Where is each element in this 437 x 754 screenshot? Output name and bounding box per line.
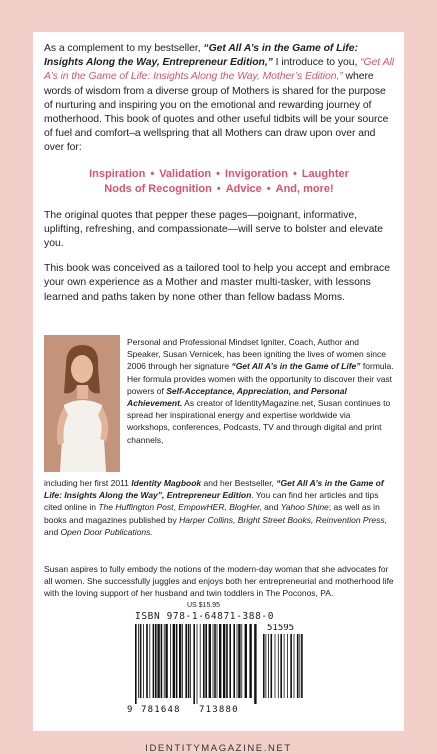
barcode-bar [237, 624, 238, 698]
barcode-bar [165, 624, 167, 698]
addon-bar [271, 634, 273, 698]
bullet-separator: • [266, 183, 271, 196]
addon-bar [278, 634, 279, 698]
barcode-bar [190, 624, 191, 698]
addon-bar [287, 634, 288, 698]
ean-left-digits: 781648 [141, 705, 181, 715]
bio-span: . You can find her articles and tips cited online in [44, 490, 379, 513]
bio-text-top [127, 336, 394, 446]
addon-bar [294, 634, 295, 698]
barcode-bar [146, 624, 148, 698]
barcode-bar [241, 624, 242, 698]
barcode-bar [182, 624, 183, 698]
barcode-bar [193, 624, 195, 704]
barcode-bar [185, 624, 187, 698]
barcode-bar [143, 624, 144, 698]
isbn-number [135, 611, 299, 622]
barcode-graphic [127, 624, 310, 719]
barcode-bar [200, 624, 201, 698]
bio-span: Identity Magbook [131, 478, 202, 488]
cover-text [44, 42, 394, 599]
barcode-bar [213, 624, 214, 698]
barcode-bar [197, 624, 198, 704]
barcode-bar [157, 624, 159, 698]
bullet-separator: • [216, 167, 221, 180]
bio-span: Personal and Professional Mindset Igniter, Coach, Author and Speaker, Susan Vernicek, has been igniting the lives of women since 2006 through her signature [127, 337, 386, 372]
barcode-bar [170, 624, 171, 698]
mothers-edition-title: “Get All A’s in the Game of Life: Insights Along the Way, Mother’s Edition,” [44, 57, 394, 83]
bio-span: and [44, 526, 61, 537]
intro-paragraph [44, 42, 394, 156]
barcode-bar [245, 624, 247, 698]
addon-bar [275, 634, 276, 698]
intro-text-1: As a complement to my bestseller, [44, 43, 204, 54]
barcode-bar [149, 624, 150, 698]
keyword: Advice [225, 183, 262, 196]
closing-paragraph: Susan aspires to fully embody the notions of the modern-day woman that she advocates for all women. She successfully juggles and enjoys both her entrepreneurial and motherhood life with the loving support of her husband and twin toddlers in The Poconos, PA. [44, 564, 394, 599]
bio-span: ; as well as in books and magazines published by [44, 502, 380, 525]
bio-span: “Get All A’s in the Game of Life” [231, 361, 361, 372]
addon-bar [299, 634, 300, 698]
addon-digits: 51595 [267, 624, 295, 633]
keyword: Inspiration [89, 167, 146, 180]
barcode-bar [254, 624, 256, 704]
bio-span: Open Door Publications. [60, 526, 153, 537]
barcode-bar [214, 624, 216, 698]
barcode-bar [229, 624, 231, 698]
barcode-bar [164, 624, 165, 698]
barcode-bar [138, 624, 139, 698]
ean-right-digits: 713880 [199, 705, 239, 715]
barcode-bar [217, 624, 218, 698]
back-cover-panel [33, 32, 404, 754]
bio-span: Harper Collins, Bright Street Books, Reinvention Press, [179, 514, 388, 525]
author-photo [44, 335, 120, 472]
barcode-bar [219, 624, 221, 698]
barcode-bar [173, 624, 175, 698]
addon-bar [290, 634, 292, 698]
bio-span: formula. Her formula provides women with the opportunity to discover their vast powers of [127, 361, 394, 396]
barcode-bar [161, 624, 163, 698]
intro-text-3: where words of wisdom from a diverse group of Mothers is shared for the purpose of nurturing and inspiring you on the emotional and rewarding journey of motherhood. This book of quotes and other useful tidbits will be your source of fuel and comfort–a wellspring that all Mothers can draw upon over and over for: [44, 71, 389, 154]
barcode-bar [238, 624, 240, 698]
paragraph-quotes: The original quotes that pepper these pages—poignant, informative, uplifting, refreshing, and compassionate—will serve to bolster and elevate you. [44, 209, 384, 250]
keyword: Laughter [301, 167, 349, 180]
barcode-bar [135, 624, 137, 704]
paragraph-purpose: This book was conceived as a tailored tool to help you accept and embrace your own experience as a Mother and master multi-tasker, with lessons learned and paths taken by none other than fellow badass Moms. [44, 263, 390, 303]
bullet-separator: • [150, 167, 155, 180]
bullet-separator: • [292, 167, 297, 180]
keyword: Validation [159, 167, 212, 180]
bio-span: and [261, 502, 281, 513]
barcode-bar [249, 624, 251, 698]
isbn-barcode [127, 602, 310, 719]
keyword-line-2 [44, 182, 394, 198]
addon-bar [301, 634, 303, 698]
website-url: IDENTITYMAGAZINE.NET [145, 743, 292, 754]
barcode-bar [226, 624, 228, 698]
addon-bar [263, 634, 265, 698]
addon-bar [284, 634, 285, 698]
barcode-bar [223, 624, 225, 698]
keyword: Invigoration [225, 167, 288, 180]
addon-bar [297, 634, 299, 698]
bio-span: Self-Acceptance, Appreciation, and Personal Achievement. [127, 385, 347, 409]
keyword-line-1 [44, 167, 394, 183]
price-label: US $15.95 [187, 602, 221, 609]
addon-bar [280, 634, 282, 698]
bullet-separator: • [216, 183, 221, 196]
bio-span: As creator of IdentityMagazine.net, Susan continues to spread her inspirational energy and expertise worldwide via workshops, conferences, Podcasts, TV and through digital and print channels, [127, 398, 391, 445]
barcode-bar [233, 624, 235, 698]
keyword-list [44, 167, 394, 198]
bio-text-bottom [44, 477, 394, 538]
bio-span: Yahoo Shine [280, 502, 329, 513]
barcode-bar [188, 624, 190, 698]
ean-first-digit: 9 [127, 705, 133, 715]
barcode-bar [155, 624, 157, 698]
intro-text-2: I introduce to you, [272, 57, 361, 69]
addon-bar [268, 634, 269, 698]
bio-span: “Get All A’s in the Game of Life: Insights Along the Way”, Entrepreneur Edition [44, 478, 384, 501]
keyword: And, more! [275, 183, 334, 196]
bio-span: and her Bestseller, [201, 478, 277, 488]
barcode-bar [209, 624, 211, 698]
barcode-bar [140, 624, 142, 698]
addon-bar [266, 634, 267, 698]
bio-span: including her first 2011 [44, 478, 132, 488]
barcode-bar [203, 624, 205, 698]
isbn-text: ISBN 978-1-64871-388-0 [135, 611, 275, 622]
barcode-bar [205, 624, 207, 698]
bio-span: The Huffington Post, EmpowHER, BlogHer, [98, 502, 262, 513]
keyword: Nods of Recognition [104, 183, 212, 196]
barcode-bar [153, 624, 155, 698]
barcode-bar [179, 624, 181, 698]
bestseller-title: “Get All A’s in the Game of Life: Insights Along the Way, Entrepreneur Edition,” [44, 43, 358, 69]
author-portrait-image [44, 335, 120, 472]
barcode-bar [176, 624, 178, 698]
